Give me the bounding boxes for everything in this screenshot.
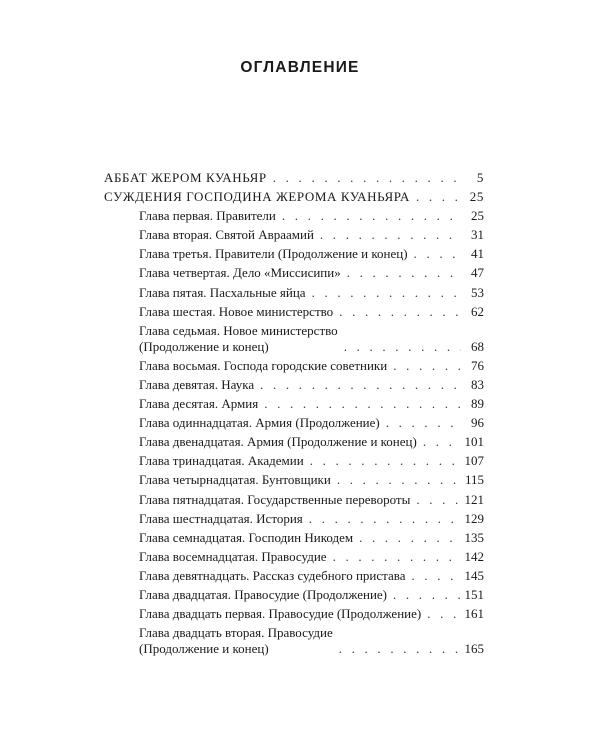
toc-entry-page: 96 — [471, 415, 484, 431]
toc-entry[interactable] — [104, 304, 484, 320]
toc-entry[interactable] — [104, 323, 484, 355]
toc-entry-page: 25 — [471, 208, 484, 224]
toc-entry-page: 135 — [464, 529, 484, 545]
toc-entry-label: Глава восьмая. Господа городские советники — [139, 357, 388, 373]
toc-entry-page: 53 — [471, 284, 484, 300]
toc-entry-label: Глава четырнадцатая. Бунтовщики — [139, 472, 331, 488]
toc-entry-page: 31 — [471, 227, 484, 243]
leader-dots — [339, 641, 461, 657]
toc-entry[interactable] — [104, 396, 484, 412]
leader-dots — [416, 189, 461, 205]
toc-entry-page: 151 — [464, 586, 484, 602]
toc-entry-label: Глава девятнадцать. Рассказ судебного пристава — [139, 567, 406, 583]
leader-dots — [411, 568, 461, 584]
toc-entry-label: Глава двенадцатая. Армия (Продолжение и конец) — [139, 434, 417, 450]
toc-entry-label: Глава четвертая. Дело «Миссисипи» — [139, 265, 341, 281]
leader-dots — [320, 227, 461, 243]
leader-dots — [359, 530, 461, 546]
toc-entry-page: 101 — [464, 434, 484, 450]
leader-dots — [386, 415, 461, 431]
toc-entry-label: Глава двадцатая. Правосудие (Продолжение) — [139, 586, 387, 602]
toc-entry-page: 68 — [471, 338, 484, 354]
leader-dots — [273, 170, 461, 186]
toc-entry-page: 41 — [471, 246, 484, 262]
toc-entry-page: 129 — [464, 510, 484, 526]
leader-dots — [309, 511, 461, 527]
page-title: ОГЛАВЛЕНИЕ — [240, 59, 360, 76]
toc-entry[interactable] — [104, 377, 484, 393]
leader-dots — [282, 208, 461, 224]
toc-entry-page: 83 — [471, 376, 484, 392]
toc-entry[interactable] — [104, 568, 484, 584]
toc-entry[interactable] — [104, 587, 484, 603]
toc-entry-label: Глава девятая. Наука — [139, 376, 255, 392]
toc-entry[interactable] — [104, 434, 484, 450]
leader-dots — [416, 492, 461, 508]
toc-entry-label: Глава седьмая. Новое министерство (Продолжение и конец) — [139, 322, 338, 354]
toc-entry-label: Глава двадцать вторая. Правосудие (Продолжение и конец) — [139, 625, 333, 657]
toc-entry[interactable] — [104, 492, 484, 508]
leader-dots — [264, 396, 461, 412]
leader-dots — [337, 472, 461, 488]
toc-entry-label: Глава первая. Правители — [139, 208, 276, 224]
toc-entry-label: Глава десятая. Армия — [139, 396, 259, 412]
toc-entry-page: 142 — [464, 548, 484, 564]
leader-dots — [344, 339, 461, 355]
toc-entry-label: Глава третья. Правители (Продолжение и конец) — [139, 246, 408, 262]
toc-entry-page: 115 — [464, 472, 484, 488]
toc-entry-page: 76 — [471, 357, 484, 373]
toc-entry[interactable] — [104, 472, 484, 488]
leader-dots — [333, 549, 461, 565]
toc-entry[interactable] — [104, 189, 484, 205]
toc-entry[interactable] — [104, 265, 484, 281]
toc-entry[interactable] — [104, 530, 484, 546]
toc-entry-label: Глава восемнадцатая. Правосудие — [139, 548, 327, 564]
toc-entry-label: Глава шестнадцатая. История — [139, 510, 303, 526]
toc-entry-page: 89 — [471, 396, 484, 412]
toc-entry[interactable] — [104, 285, 484, 301]
toc-entry[interactable] — [104, 227, 484, 243]
toc-entry[interactable] — [104, 415, 484, 431]
toc-entry-label: Глава шестая. Новое министерство — [139, 303, 334, 319]
leader-dots — [260, 377, 461, 393]
toc-entry[interactable] — [104, 549, 484, 565]
toc-entry-label: СУЖДЕНИЯ ГОСПОДИНА ЖЕРОМА КУАНЬЯРА — [104, 189, 410, 205]
leader-dots — [312, 285, 461, 301]
leader-dots — [339, 304, 461, 320]
toc-entry[interactable] — [104, 246, 484, 262]
toc-entry[interactable] — [104, 170, 484, 186]
toc-entry-label: Глава семнадцатая. Господин Никодем — [139, 529, 354, 545]
toc-entry-page: 121 — [464, 491, 484, 507]
toc-entry-label: Глава тринадцатая. Академии — [139, 453, 304, 469]
leader-dots — [427, 606, 461, 622]
toc-entry-page: 62 — [471, 303, 484, 319]
toc-entry[interactable] — [104, 453, 484, 469]
toc-entry-page: 25 — [469, 189, 484, 205]
toc-entry-label: Глава одиннадцатая. Армия (Продолжение) — [139, 415, 380, 431]
toc-entry-page: 47 — [471, 265, 484, 281]
toc-entry[interactable] — [104, 606, 484, 622]
toc-entry-label: Глава вторая. Святой Авраамий — [139, 227, 314, 243]
toc-entry-page: 161 — [464, 606, 484, 622]
leader-dots — [310, 453, 461, 469]
leader-dots — [414, 246, 461, 262]
toc-entry[interactable] — [104, 358, 484, 374]
table-of-contents — [104, 170, 484, 660]
toc-entry-page: 145 — [464, 567, 484, 583]
leader-dots — [393, 587, 461, 603]
toc-entry-page: 107 — [464, 453, 484, 469]
toc-entry-label: Глава пятая. Пасхальные яйца — [139, 284, 306, 300]
toc-entry[interactable] — [104, 511, 484, 527]
toc-entry-page: 165 — [464, 641, 484, 657]
leader-dots — [347, 265, 461, 281]
toc-entry-label: Глава двадцать первая. Правосудие (Продолжение) — [139, 606, 422, 622]
toc-entry[interactable] — [104, 208, 484, 224]
toc-entry-page: 5 — [476, 170, 484, 185]
leader-dots — [423, 434, 461, 450]
leader-dots — [393, 358, 461, 374]
toc-entry-label: Глава пятнадцатая. Государственные перевороты — [139, 491, 411, 507]
toc-entry-label: АББАТ ЖЕРОМ КУАНЬЯР — [104, 170, 267, 185]
toc-entry[interactable] — [104, 625, 484, 657]
